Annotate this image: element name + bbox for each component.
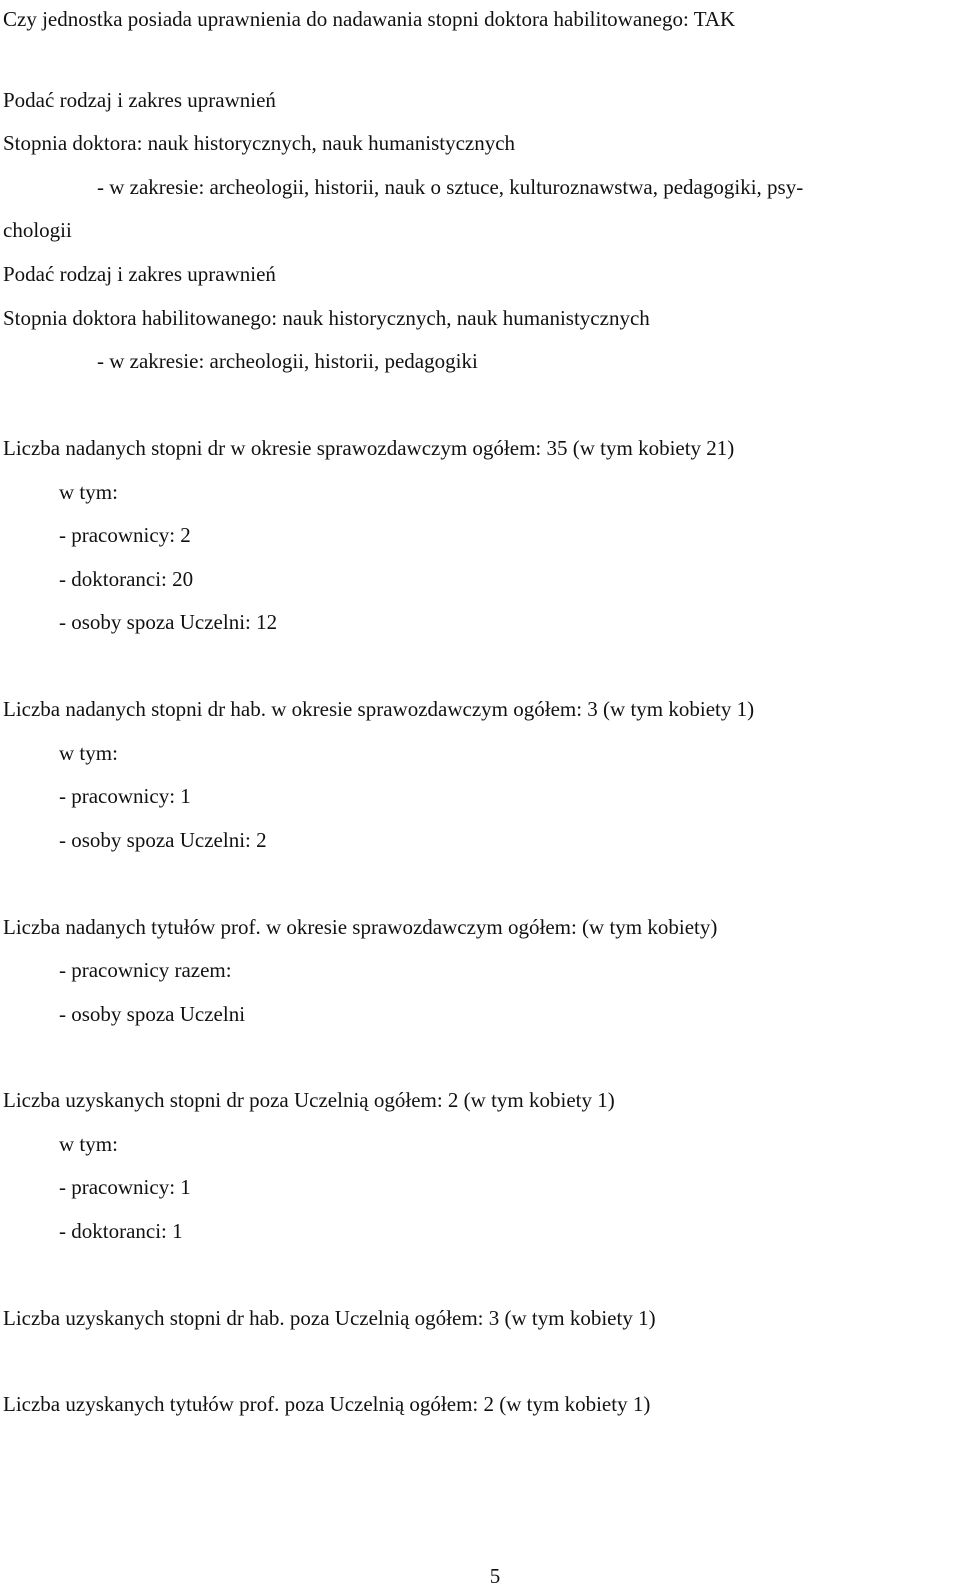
external-doctor-including: w tym:: [59, 1132, 118, 1156]
list-item: - doktoranci: 20: [59, 567, 194, 591]
habilitation-rights-scope: - w zakresie: archeologii, historii, pedagogiki: [97, 349, 478, 373]
external-doctor-heading: Liczba uzyskanych stopni dr poza Uczelnią ogółem: 2 (w tym kobiety 1): [3, 1088, 615, 1112]
habilitation-rights-degree: Stopnia doktora habilitowanego: nauk historycznych, nauk humanistycznych: [3, 306, 650, 330]
list-item: - doktoranci: 1: [59, 1219, 183, 1243]
habilitation-degrees-including: w tym:: [59, 741, 118, 765]
professor-titles-heading: Liczba nadanych tytułów prof. w okresie sprawozdawczym ogółem: (w tym kobiety): [3, 915, 718, 939]
external-habilitation-heading: Liczba uzyskanych stopni dr hab. poza Uczelnią ogółem: 3 (w tym kobiety 1): [3, 1306, 656, 1330]
doctor-rights-scope-continuation: chologii: [3, 218, 72, 242]
list-item: - pracownicy: 1: [59, 1175, 191, 1199]
list-item: - osoby spoza Uczelni: [59, 1002, 246, 1026]
list-item: - pracownicy: 2: [59, 523, 191, 547]
list-item: - osoby spoza Uczelni: 2: [59, 828, 267, 852]
doctor-rights-label: Podać rodzaj i zakres uprawnień: [3, 88, 276, 112]
list-item: - pracownicy: 1: [59, 784, 191, 808]
doctor-degrees-heading: Liczba nadanych stopni dr w okresie sprawozdawczym ogółem: 35 (w tym kobiety 21): [3, 436, 735, 460]
habilitation-degrees-heading: Liczba nadanych stopni dr hab. w okresie sprawozdawczym ogółem: 3 (w tym kobiety 1): [3, 697, 755, 721]
doctor-rights-scope: - w zakresie: archeologii, historii, nauk o sztuce, kulturoznawstwa, pedagogiki, psy-: [97, 175, 804, 199]
habilitation-rights-label: Podać rodzaj i zakres uprawnień: [3, 262, 276, 286]
doctor-rights-degree: Stopnia doktora: nauk historycznych, nauk humanistycznych: [3, 131, 516, 155]
doctor-degrees-including: w tym:: [59, 480, 118, 504]
external-professor-heading: Liczba uzyskanych tytułów prof. poza Uczelnią ogółem: 2 (w tym kobiety 1): [3, 1392, 651, 1416]
page-number: 5: [489, 1564, 501, 1588]
list-item: - pracownicy razem:: [59, 958, 232, 982]
habilitation-rights-question: Czy jednostka posiada uprawnienia do nadawania stopni doktora habilitowanego: TAK: [3, 7, 736, 31]
list-item: - osoby spoza Uczelni: 12: [59, 610, 278, 634]
